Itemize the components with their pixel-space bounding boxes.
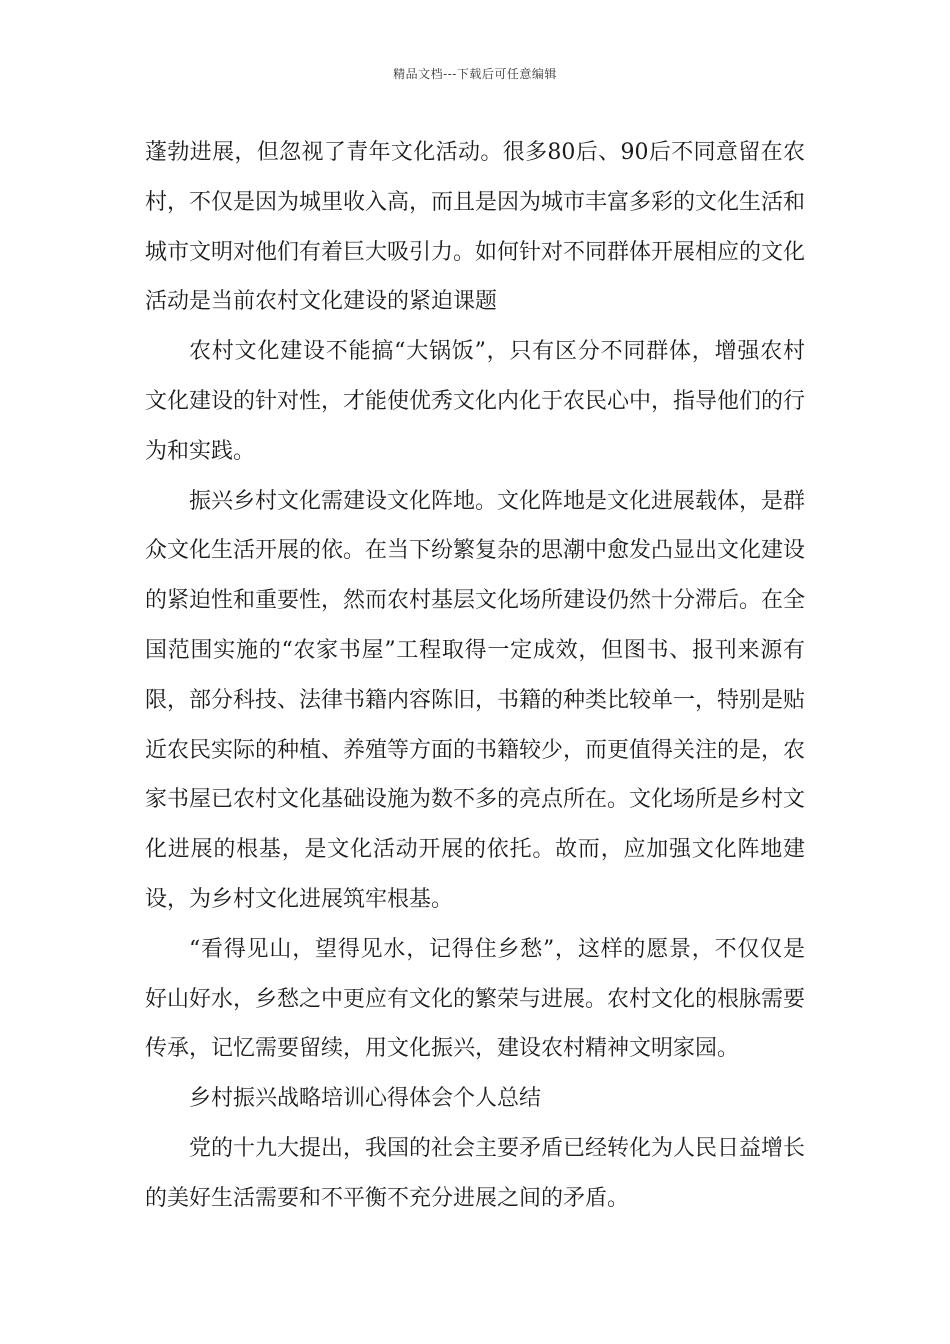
paragraph-main-contradiction: 党的十九大提出，我国的社会主要矛盾已经转化为人民日益增长的美好生活需要和不平衡不充分进展之间的矛盾。 — [145, 1135, 806, 1211]
paragraph-cultural-position: 振兴乡村文化需建设文化阵地。文化阵地是文化进展载体，是群众文化生活开展的依。在当下纷繁复杂的思潮中愈发凸显出文化建设的紧迫性和重要性，然而农村基层文化场所建设仍然十分滞后。在全国范围实施的“农家书屋”工程取得一定成效，但图书、报刊来源有限，部分科技、法律书籍内容陈旧，书籍的种类比较单一，特别是贴近农民实际的种植、养殖等方面的书籍较少，而更值得关注的是，农家书屋已农村文化基础设施为数不多的亮点所在。文化场所是乡村文化进展的根基，是文化活动开展的依托。故而，应加强文化阵地建设，为乡村文化进展筑牢根基。 — [145, 488, 806, 912]
paragraph-continuation: 蓬勃进展，但忽视了青年文化活动。很多80后、90后不同意留在农村，不仅是因为城里收入高，而且是因为城市丰富多彩的文化生活和城市文明对他们有着巨大吸引力。如何针对不同群体开展相应的文化活动是当前农村文化建设的紧迫课题 — [145, 140, 806, 315]
document-body — [145, 128, 805, 1224]
paragraph-nostalgia: “看得见山，望得见水，记得住乡愁”，这样的愿景，不仅仅是好山好水，乡愁之中更应有文化的繁荣与进展。农村文化的根脉需要传承，记忆需要留续，用文化振兴，建设农村精神文明家园。 — [145, 936, 806, 1062]
page-header: 精品文档---下载后可任意编辑 — [393, 67, 557, 81]
paragraph-targeted-culture: 农村文化建设不能搞“大锅饭”，只有区分不同群体，增强农村文化建设的针对性，才能使优秀文化内化于农民心中，指导他们的行为和实践。 — [145, 339, 806, 464]
section-title: 乡村振兴战略培训心得体会个人总结 — [189, 1086, 542, 1112]
